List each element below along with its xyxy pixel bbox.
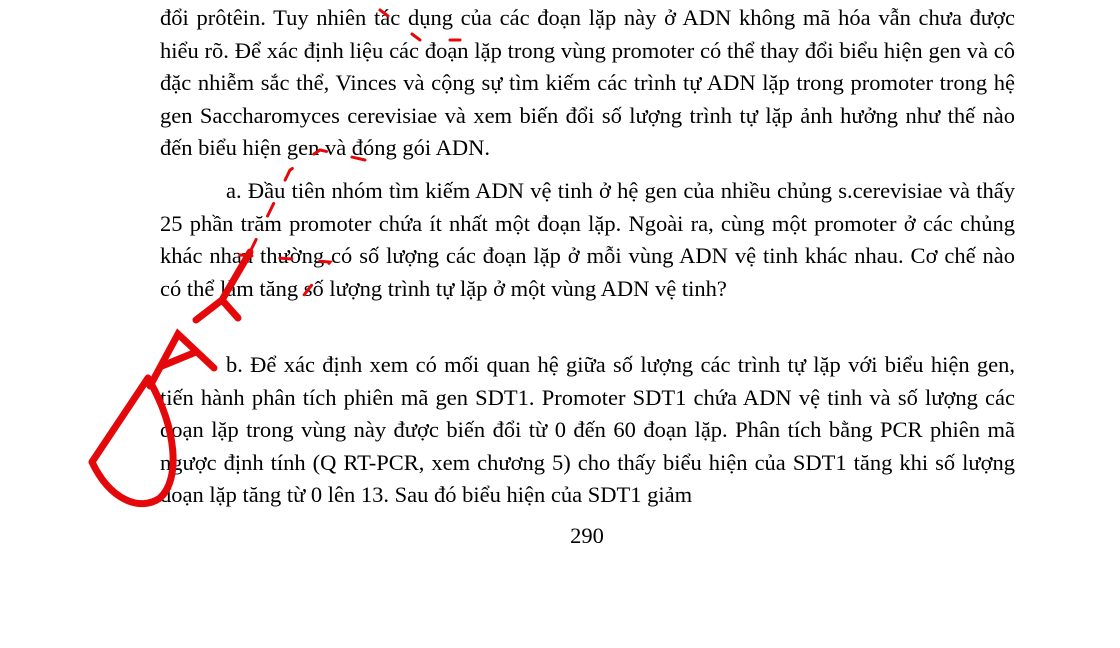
paragraph-question-b: b. Để xác định xem có mối quan hệ giữa số lượng các trình tự lặp với biểu hiện gen, tiến hành phân tích phiên mã gen SDT1. Promoter SDT1 chứa ADN vệ tinh và số lượng các đoạn lặp trong vùng này được biến đổi từ 0 đến 60 đoạn lặp. Phân tích bằng PCR phiên mã ngược định tính (Q RT-PCR, xem chương 5) cho thấy biểu hiện của SDT1 tăng khi số lượng đoạn lặp tăng từ 0 lên 13. Sau đó biểu hiện của SDT1 giảm [160,352,1015,507]
paragraph-question-a: a. Đầu tiên nhóm tìm kiếm ADN vệ tinh ở hệ gen của nhiều chủng s.cerevisiae và thấy 25 phần trăm promoter chứa ít nhất một đoạn lặp. Ngoài ra, cùng một promoter ở các chủng khác nhau thường có số lượng các đoạn lặp ở mỗi vùng ADN vệ tinh khác nhau. Cơ chế nào có thể làm tăng số lượng trình tự lặp ở một vùng ADN vệ tinh? [160,178,1015,301]
page-number: 290 [570,523,604,548]
paragraph-intro: đổi prôtêin. Tuy nhiên tác dụng của các đoạn lặp này ở ADN không mã hóa vẫn chưa được hiểu rõ. Để xác định liệu các đoạn lặp trong vùng promoter có thể thay đổi biểu hiện gen và cô đặc nhiễm sắc thể, Vinces và cộng sự tìm kiếm các trình tự ADN lặp trong promoter trong hệ gen Saccharomyces cerevisiae và xem biến đổi số lượng trình tự lặp ảnh hưởng như thế nào đến biểu hiện gen và đóng gói ADN. [160,5,1015,160]
